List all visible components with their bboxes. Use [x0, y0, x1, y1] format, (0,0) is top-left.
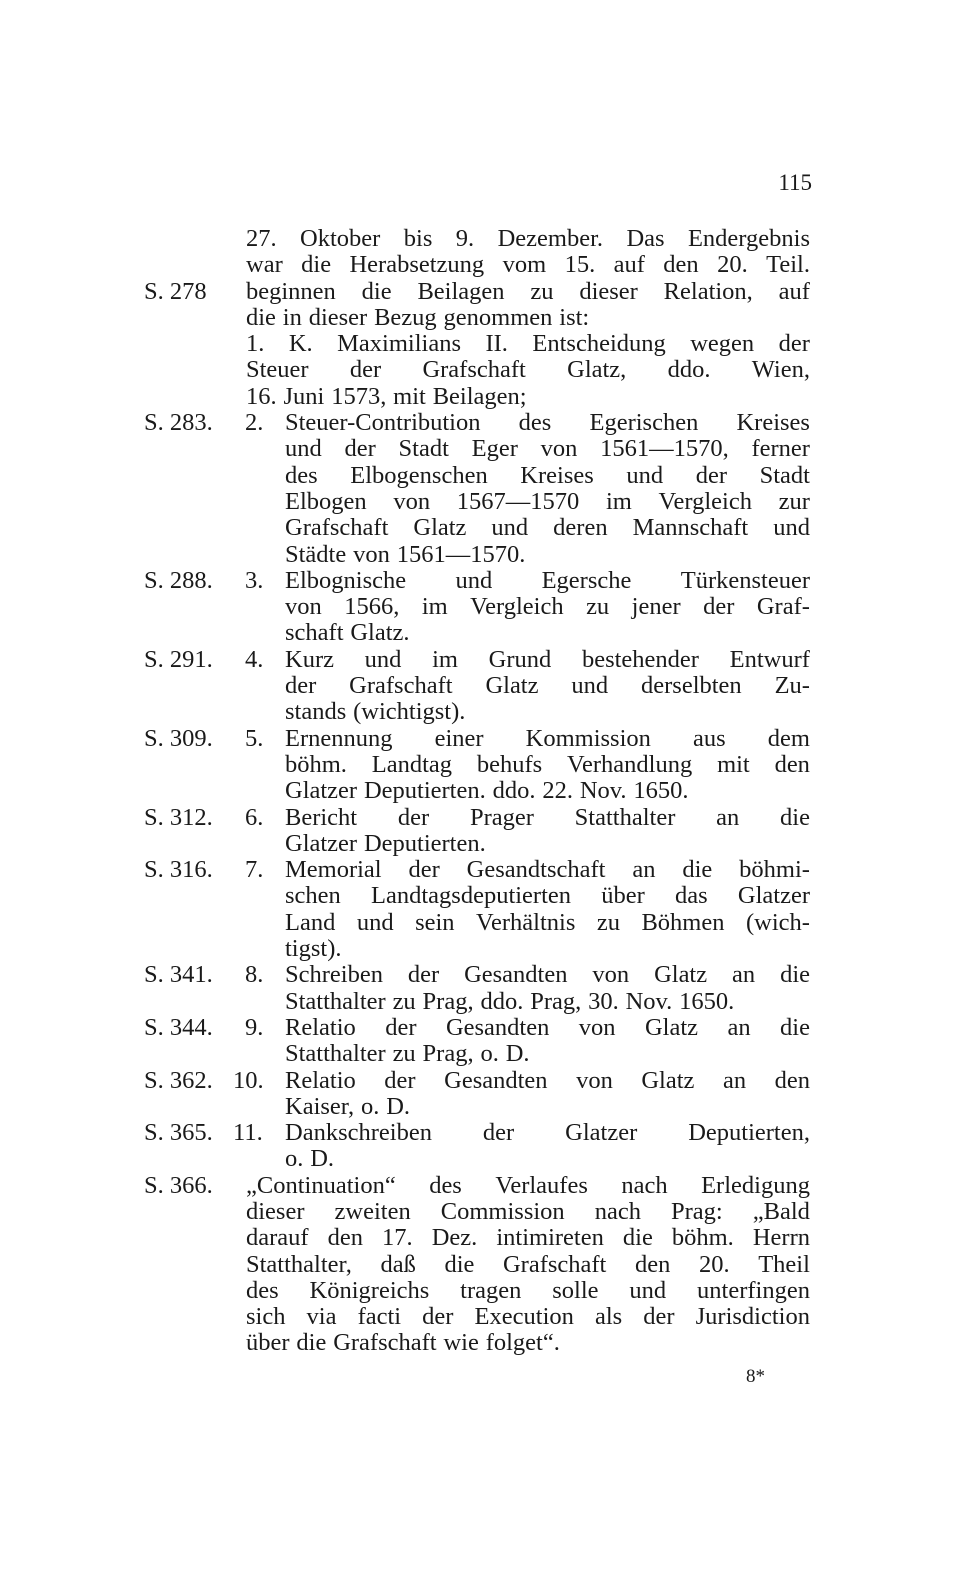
text-line: [0, 1173, 960, 1199]
text-line: [0, 463, 960, 489]
item-number: 11.: [233, 1119, 263, 1147]
line-text: 27. Oktober bis 9. Dezember. Das Endergebnis: [246, 225, 810, 252]
line-text: darauf den 17. Dez. intimireten die böhm. Herrn: [246, 1224, 810, 1252]
margin-page-reference: S. 288.: [144, 566, 213, 594]
margin-page-reference: S. 366.: [144, 1171, 213, 1199]
text-line: [0, 726, 960, 752]
line-text: Elbognische und Egersche Türkensteuer: [285, 566, 810, 594]
text-line: [0, 1199, 960, 1225]
line-text: war die Herabsetzung vom 15. auf den 20. Teil.: [246, 251, 810, 279]
text-line: [0, 805, 960, 831]
line-text: beginnen die Beilagen zu dieser Relation, auf: [246, 277, 810, 305]
line-text: Steuer der Grafschaft Glatz, ddo. Wien,: [246, 356, 810, 384]
item-number: 9.: [245, 1013, 264, 1041]
line-text: o. D.: [285, 1145, 335, 1173]
margin-page-reference: S. 291.: [144, 645, 213, 673]
line-text: des Königreichs tragen solle und unterfingen: [246, 1276, 810, 1304]
text-line: [0, 279, 960, 305]
line-text: 16. Juni 1573, mit Beilagen;: [246, 382, 527, 410]
item-number: 4.: [245, 645, 264, 673]
text-line: [0, 489, 960, 515]
text-line: [0, 936, 960, 962]
line-text: Ernennung einer Kommission aus dem: [285, 724, 810, 752]
page-number: 115: [778, 170, 812, 195]
item-number: 2.: [245, 409, 264, 437]
line-text: „Continuation“ des Verlaufes nach Erledigung: [246, 1171, 810, 1199]
line-text: der Grafschaft Glatz und derselbten Zu-: [285, 672, 810, 700]
line-text: stands (wichtigst).: [285, 698, 466, 726]
text-line: [0, 647, 960, 673]
item-number: 3.: [245, 566, 264, 594]
item-number: 8.: [245, 961, 264, 989]
text-line: [0, 305, 960, 331]
item-number: 10.: [233, 1066, 264, 1094]
item-number: 7.: [245, 856, 264, 884]
line-text: Elbogen von 1567—1570 im Vergleich zur: [285, 487, 810, 515]
text-line: [0, 699, 960, 725]
text-line: [0, 857, 960, 883]
line-text: Glatzer Deputierten. ddo. 22. Nov. 1650.: [285, 777, 689, 805]
margin-page-reference: S. 362.: [144, 1066, 213, 1094]
text-line: [0, 1068, 960, 1094]
line-text: Relatio der Gesandten von Glatz an die: [285, 1013, 810, 1041]
text-line: [0, 1015, 960, 1041]
line-text: Memorial der Gesandtschaft an die böhmi-: [285, 856, 810, 884]
text-line: [0, 384, 960, 410]
line-text: Dankschreiben der Glatzer Deputierten,: [285, 1119, 810, 1147]
text-block: [0, 226, 960, 1357]
text-line: [0, 1304, 960, 1330]
line-text: Steuer-Contribution des Egerischen Kreises: [285, 409, 810, 437]
text-line: [0, 1041, 960, 1067]
line-text: dieser zweiten Commission nach Prag: „Bald: [246, 1197, 810, 1225]
margin-page-reference: S. 344.: [144, 1013, 213, 1041]
line-text: Städte von 1561—1570.: [285, 540, 526, 568]
text-line: [0, 568, 960, 594]
text-line: [0, 515, 960, 541]
line-text: und der Stadt Eger von 1561—1570, ferner: [285, 435, 810, 463]
text-line: [0, 410, 960, 436]
margin-page-reference: S. 365.: [144, 1119, 213, 1147]
line-text: Statthalter zu Prag, ddo. Prag, 30. Nov. 1650.: [285, 987, 735, 1015]
margin-page-reference: S. 283.: [144, 409, 213, 437]
line-text: Schreiben der Gesandten von Glatz an die: [285, 961, 810, 989]
line-text: Statthalter, daß die Grafschaft den 20. Theil: [246, 1250, 810, 1278]
signature-mark: 8*: [746, 1366, 765, 1387]
text-line: [0, 673, 960, 699]
line-text: Land und sein Verhältnis zu Böhmen (wich-: [285, 908, 810, 936]
line-text: die in dieser Bezug genommen ist:: [246, 303, 590, 331]
text-line: [0, 778, 960, 804]
item-number: 6.: [245, 803, 264, 831]
line-text: 1. K. Maximilians II. Entscheidung wegen der: [246, 330, 810, 358]
text-line: [0, 226, 960, 252]
text-line: [0, 910, 960, 936]
text-line: [0, 594, 960, 620]
text-line: [0, 252, 960, 278]
text-line: [0, 1146, 960, 1172]
text-line: [0, 1120, 960, 1146]
line-text: sich via facti der Execution als der Jurisdiction: [246, 1303, 810, 1331]
text-line: [0, 752, 960, 778]
text-line: [0, 542, 960, 568]
line-text: schen Landtagsdeputierten über das Glatzer: [285, 882, 810, 910]
line-text: Bericht der Prager Statthalter an die: [285, 803, 810, 831]
line-text: schaft Glatz.: [285, 619, 410, 647]
line-text: böhm. Landtag behufs Verhandlung mit den: [285, 750, 810, 778]
item-number: 5.: [245, 724, 264, 752]
text-line: [0, 962, 960, 988]
text-line: [0, 1225, 960, 1251]
margin-page-reference: S. 341.: [144, 961, 213, 989]
text-line: [0, 1330, 960, 1356]
text-line: [0, 1094, 960, 1120]
line-text: Statthalter zu Prag, o. D.: [285, 1040, 530, 1068]
line-text: tigst).: [285, 935, 342, 963]
text-line: [0, 620, 960, 646]
text-line: [0, 883, 960, 909]
margin-page-reference: S. 312.: [144, 803, 213, 831]
text-line: [0, 357, 960, 383]
text-line: [0, 331, 960, 357]
line-text: Kurz und im Grund bestehender Entwurf: [285, 645, 810, 673]
line-text: des Elbogenschen Kreises und der Stadt: [285, 461, 810, 489]
margin-page-reference: S. 309.: [144, 724, 213, 752]
text-line: [0, 436, 960, 462]
line-text: Grafschaft Glatz und deren Mannschaft und: [285, 514, 810, 542]
text-line: [0, 1252, 960, 1278]
line-text: über die Grafschaft wie folget“.: [246, 1329, 560, 1357]
margin-page-reference: S. 316.: [144, 856, 213, 884]
line-text: von 1566, im Vergleich zu jener der Graf-: [285, 593, 810, 621]
line-text: Glatzer Deputierten.: [285, 829, 486, 857]
margin-page-reference: S. 278: [144, 277, 207, 305]
text-line: [0, 831, 960, 857]
line-text: Relatio der Gesandten von Glatz an den: [285, 1066, 810, 1094]
text-line: [0, 1278, 960, 1304]
line-text: Kaiser, o. D.: [285, 1092, 411, 1120]
text-line: [0, 989, 960, 1015]
